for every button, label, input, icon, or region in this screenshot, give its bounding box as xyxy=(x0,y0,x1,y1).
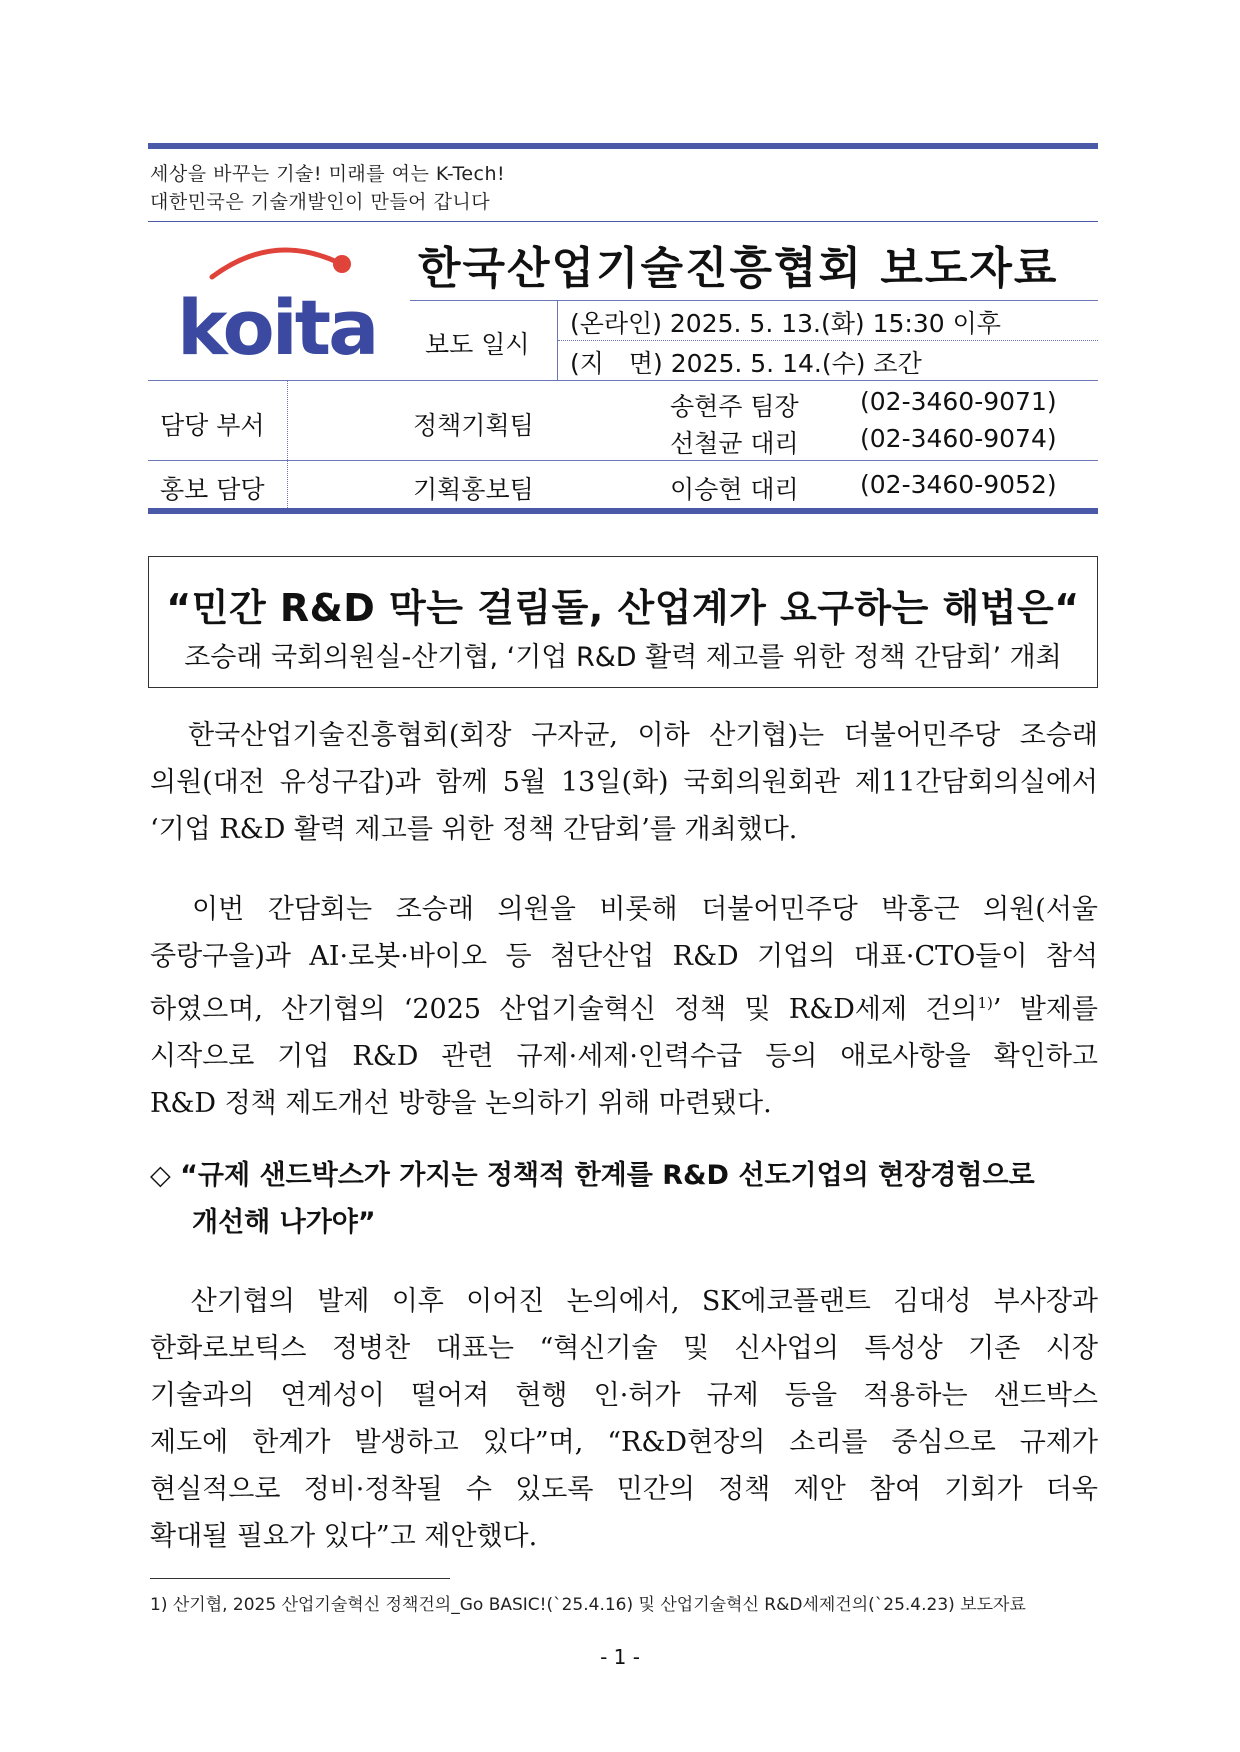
paragraph-2-line: 이번 간담회는 조승래 의원을 비롯해 더불어민주당 박홍근 의원(서울 xyxy=(150,894,1098,925)
dept-person-1-name: 송현주 팀장 xyxy=(670,392,799,421)
paragraph-3-line: 제도에 한계가 발생하고 있다”며, “R&D현장의 소리를 중심으로 규제가 xyxy=(150,1427,1098,1458)
page-number: - 1 - xyxy=(600,1645,640,1669)
release-date-label: 보도 일시 xyxy=(425,330,530,359)
section-title-line-1: ◇ “규제 샌드박스가 가지는 정책적 한계를 R&D 선도기업의 현장경험으로 xyxy=(150,1160,1035,1191)
contacts-grid-top xyxy=(148,380,1098,381)
paragraph-3-line: 한화로보틱스 정병찬 대표는 “혁신기술 및 신사업의 특성상 기존 시장 xyxy=(150,1333,1098,1364)
header-bottom-rule xyxy=(148,508,1098,514)
pr-person-phone: (02-3460-9052) xyxy=(860,470,1057,499)
footnote-rule xyxy=(150,1578,450,1579)
paragraph-1-line: ‘기업 R&D 활력 제고를 위한 정책 간담회’를 개최했다. xyxy=(150,814,798,845)
paragraph-2-line: 시작으로 기업 R&D 관련 규제·세제·인력수급 등의 애로사항을 확인하고 xyxy=(150,1041,1098,1072)
paragraph-3-line: 기술과의 연계성이 떨어져 현행 인·허가 규제 등을 적용하는 샌드박스 xyxy=(150,1380,1098,1411)
header-divider xyxy=(148,221,1098,222)
dept-label: 담당 부서 xyxy=(160,411,265,440)
koita-logo-graphic xyxy=(172,232,392,372)
footnote: 1) 산기협, 2025 산업기술혁신 정책건의_Go BASIC!(`25.4.16) 및 산업기술혁신 R&D세제건의(`25.4.23) 보도자료 xyxy=(150,1595,1026,1615)
dept-team: 정책기획팀 xyxy=(413,411,534,440)
paragraph-2-text: ’ 발제를 xyxy=(992,994,1099,1025)
section-title-line-2: 개선해 나가야” xyxy=(192,1207,376,1238)
dept-person-1-phone: (02-3460-9071) xyxy=(860,387,1057,416)
press-release-title: 한국산업기술진흥협회 보도자료 xyxy=(418,243,1059,294)
dept-person-2-phone: (02-3460-9074) xyxy=(860,424,1057,453)
paragraph-1-line: 의원(대전 유성구갑)과 함께 5월 13일(화) 국회의원회관 제11간담회의실에서 xyxy=(150,767,1098,798)
svg-text:koita: koita xyxy=(177,283,377,372)
koita-logo xyxy=(172,232,392,372)
footnote-marker[interactable]: 1) xyxy=(977,994,993,1012)
paragraph-2-line: R&D 정책 제도개선 방향을 논의하기 위해 마련됐다. xyxy=(150,1088,772,1119)
release-grid-top xyxy=(410,300,1098,301)
paragraph-2 xyxy=(150,886,1098,1127)
paragraph-2-line: 중랑구을)과 AI·로봇·바이오 등 첨단산업 R&D 기업의 대표·CTO들이 참석 xyxy=(150,941,1098,972)
subheadline: 조승래 국회의원실-산기협, ‘기업 R&D 활력 제고를 위한 정책 간담회’ 개최 xyxy=(184,642,1062,673)
paragraph-3 xyxy=(150,1278,1098,1560)
paragraph-1 xyxy=(150,712,1098,853)
paragraph-2-text: 하였으며, 산기협의 ‘2025 산업기술혁신 정책 및 R&D세제 건의 xyxy=(150,994,978,1025)
paragraph-1-line: 한국산업기술진흥협회(회장 구자균, 이하 산기협)는 더불어민주당 조승래 xyxy=(150,720,1098,751)
contacts-grid-divider xyxy=(287,380,289,508)
paragraph-3-line: 확대될 필요가 있다”고 제안했다. xyxy=(150,1521,538,1552)
contacts-row-divider xyxy=(148,460,1098,461)
paragraph-3-line: 현실적으로 정비·정착될 수 있도록 민간의 정책 제안 참여 기회가 더욱 xyxy=(150,1474,1098,1505)
pr-label: 홍보 담당 xyxy=(160,475,265,504)
section-title xyxy=(150,1152,1098,1246)
release-print: (지 면) 2025. 5. 14.(수) 조간 xyxy=(570,349,922,378)
pr-team: 기획홍보팀 xyxy=(413,475,534,504)
paragraph-2-line-with-footnote xyxy=(150,980,1098,1033)
paragraph-3-line: 산기협의 발제 이후 이어진 논의에서, SK에코플랜트 김대성 부사장과 xyxy=(150,1286,1098,1317)
dept-person-2-name: 선철균 대리 xyxy=(670,429,799,458)
headline: “민간 R&D 막는 걸림돌, 산업계가 요구하는 해법은“ xyxy=(166,586,1080,630)
slogan-line-2: 대한민국은 기술개발인이 만들어 갑니다 xyxy=(150,191,491,213)
release-dotted-divider xyxy=(558,340,1098,341)
pr-person-name: 이승현 대리 xyxy=(670,475,799,504)
release-online: (온라인) 2025. 5. 13.(화) 15:30 이후 xyxy=(570,309,1001,338)
slogan-line-1: 세상을 바꾸는 기술! 미래를 여는 K-Tech! xyxy=(150,163,506,185)
headline-box xyxy=(148,556,1098,688)
top-rule xyxy=(148,143,1098,149)
